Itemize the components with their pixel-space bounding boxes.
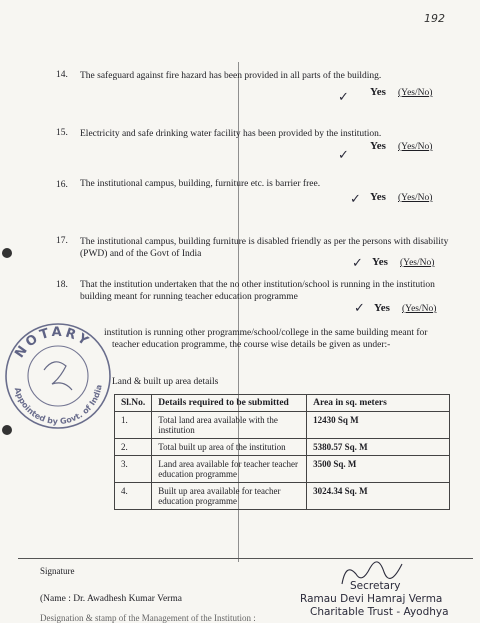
paragraph-line2: teacher education programme, the course wise details be given as under:- bbox=[112, 340, 391, 350]
secretary-line1: Ramau Devi Hamraj Verma bbox=[300, 593, 443, 605]
item-15-yes: Yes bbox=[370, 140, 386, 152]
item-17-text-line1: The institutional campus, building furniture is disabled friendly as per the persons with disability bbox=[80, 237, 449, 247]
punch-hole-top bbox=[2, 248, 12, 258]
table-row bbox=[115, 483, 450, 510]
item-14-yes: Yes bbox=[370, 86, 386, 98]
item-16-yes-no: (Yes/No) bbox=[398, 193, 433, 203]
item-14-yes-no: (Yes/No) bbox=[398, 88, 433, 98]
row-detail: Land area available for teacher teacher education programme bbox=[152, 456, 307, 483]
header-sl-no: Sl.No. bbox=[115, 395, 152, 412]
table-row bbox=[115, 439, 450, 456]
page-number: 192 bbox=[424, 12, 445, 25]
item-14-number: 14. bbox=[56, 70, 68, 80]
item-16-number: 16. bbox=[56, 180, 68, 190]
row-detail: Total land area available with the institution bbox=[152, 412, 307, 439]
item-18-text-line2: building meant for running teacher education programme bbox=[80, 292, 298, 302]
table-row bbox=[115, 456, 450, 483]
designation-line: Designation & stamp of the Management of the Institution : bbox=[40, 613, 256, 623]
item-17-yes: Yes bbox=[372, 256, 388, 268]
row-sl: 2. bbox=[115, 439, 152, 456]
seal-text-top: NOTARY bbox=[12, 324, 94, 361]
row-area: 3500 Sq. M bbox=[307, 456, 450, 483]
item-16-text: The institutional campus, building, furniture etc. is barrier free. bbox=[80, 179, 321, 189]
item-16-tick-icon: ✓ bbox=[350, 192, 361, 207]
item-15-text: Electricity and safe drinking water facility has been provided by the institution. bbox=[80, 129, 382, 139]
item-15-tick-icon: ✓ bbox=[338, 148, 349, 163]
row-detail: Total built up area of the institution bbox=[152, 439, 307, 456]
item-15-yes-no: (Yes/No) bbox=[398, 142, 433, 152]
table-row bbox=[115, 412, 450, 439]
item-17-text-line2: (PWD) and of the Govt of India bbox=[80, 249, 202, 259]
seal-text-bottom: Appointed by Govt. of India bbox=[12, 383, 104, 427]
name-line: (Name : Dr. Awadhesh Kumar Verma bbox=[40, 594, 182, 604]
row-detail: Built up area available for teacher education programme bbox=[152, 483, 307, 510]
item-17-tick-icon: ✓ bbox=[352, 256, 363, 271]
item-17-yes-no: (Yes/No) bbox=[400, 258, 435, 268]
item-16-yes: Yes bbox=[370, 191, 386, 203]
secretary-title: Secretary bbox=[350, 580, 401, 592]
table-header-row bbox=[115, 395, 450, 412]
area-details-table bbox=[114, 394, 450, 510]
svg-text:NOTARY bbox=[12, 325, 93, 361]
item-18-yes-no: (Yes/No) bbox=[402, 304, 437, 314]
item-18-number: 18. bbox=[56, 280, 68, 290]
item-18-tick-icon: ✓ bbox=[354, 301, 365, 316]
item-18-yes: Yes bbox=[374, 302, 390, 314]
notary-seal-icon bbox=[0, 318, 116, 434]
item-15-number: 15. bbox=[56, 128, 68, 138]
header-details: Details required to be submitted bbox=[152, 395, 307, 412]
row-sl: 1. bbox=[115, 412, 152, 439]
section-heading: Land & built up area details bbox=[112, 377, 219, 387]
paragraph-line1: institution is running other programme/school/college in the same building meant for bbox=[104, 328, 428, 338]
row-sl: 4. bbox=[115, 483, 152, 510]
item-17-number: 17. bbox=[56, 236, 68, 246]
svg-text:Appointed by Govt. of India bbox=[13, 384, 104, 426]
item-14-text: The safeguard against fire hazard has been provided in all parts of the building. bbox=[80, 71, 382, 81]
item-14-tick-icon: ✓ bbox=[338, 90, 349, 105]
signature-label: Signature bbox=[40, 566, 75, 576]
row-area: 12430 Sq M bbox=[307, 412, 450, 439]
row-area: 5380.57 Sq. M bbox=[307, 439, 450, 456]
row-sl: 3. bbox=[115, 456, 152, 483]
item-18-text-line1: That the institution undertaken that the no other institution/school is running in the institution bbox=[80, 280, 435, 290]
header-area: Area in sq. meters bbox=[307, 395, 450, 412]
secretary-line2: Charitable Trust - Ayodhya bbox=[310, 606, 449, 618]
row-area: 3024.34 Sq. M bbox=[307, 483, 450, 510]
